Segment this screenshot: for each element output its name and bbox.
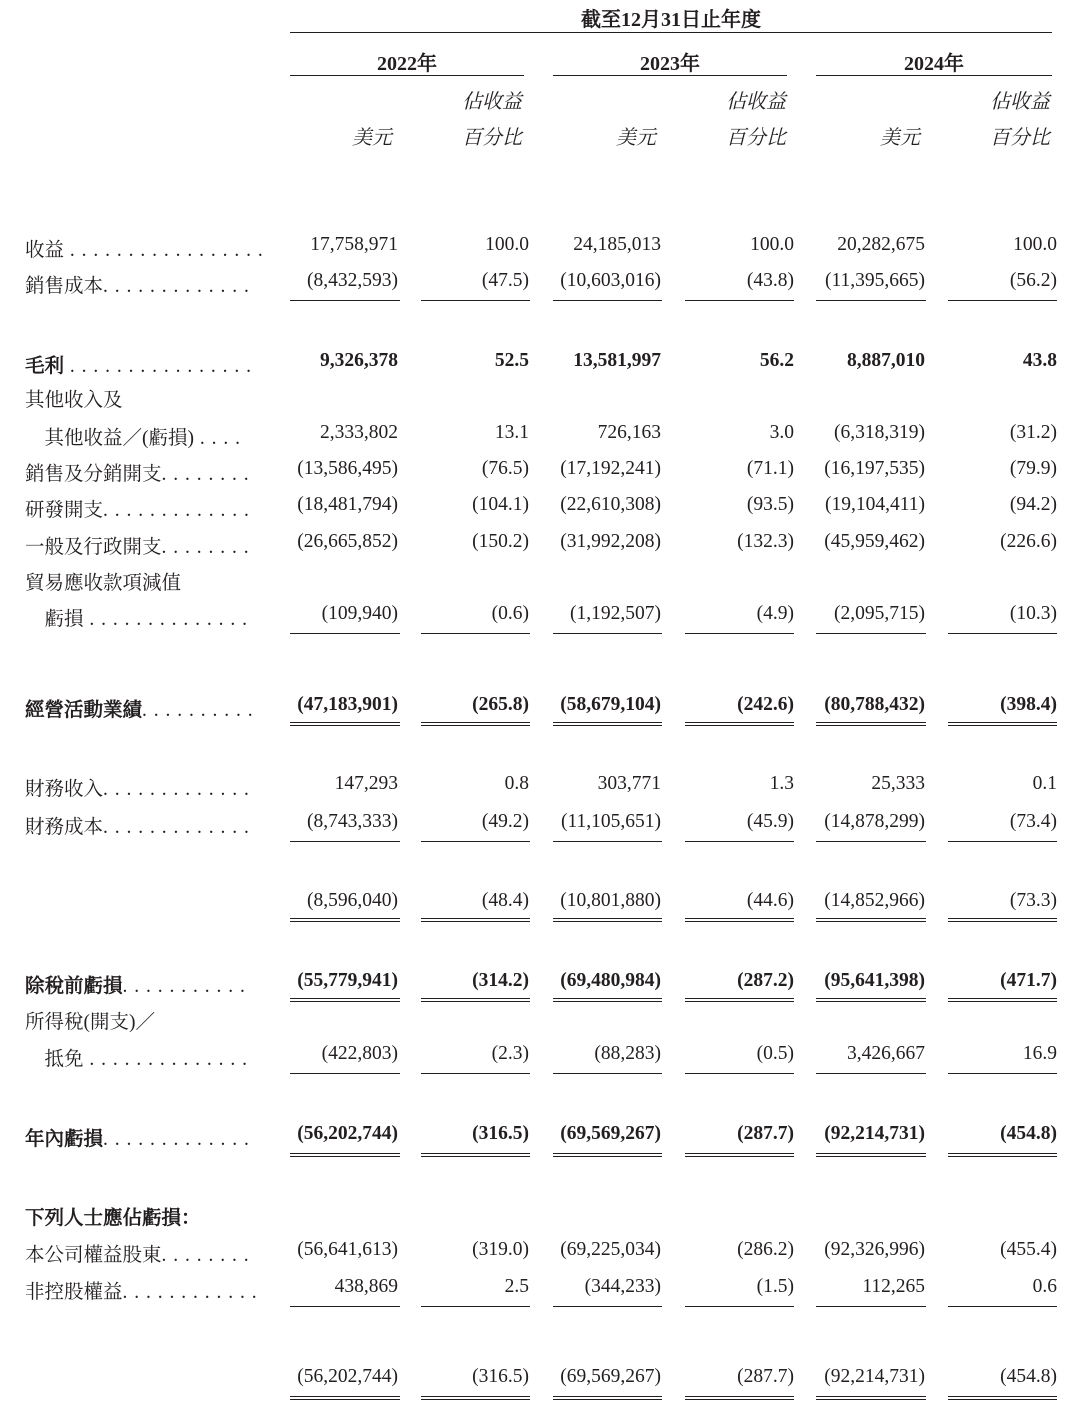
total-double-rule xyxy=(816,1399,926,1400)
total-double-rule xyxy=(948,722,1057,723)
total-double-rule xyxy=(948,1001,1057,1002)
total-double-rule xyxy=(290,725,400,726)
total-double-rule xyxy=(948,921,1057,922)
percent-value: (150.2) xyxy=(472,531,529,552)
usd-value: (17,192,241) xyxy=(560,458,661,479)
subtotal-rule xyxy=(421,841,530,842)
percent-value: (454.8) xyxy=(1000,1123,1057,1144)
percent-value: (4.9) xyxy=(756,603,794,624)
row-label xyxy=(25,811,250,839)
total-double-rule xyxy=(421,722,530,723)
col-pct-2022-line1: 佔收益 xyxy=(462,91,522,113)
usd-value: (26,665,852) xyxy=(297,531,398,552)
usd-value: (69,569,267) xyxy=(560,1366,661,1387)
row-label xyxy=(25,234,264,262)
subtotal-rule xyxy=(553,633,662,634)
percent-value: (454.8) xyxy=(1000,1366,1057,1387)
usd-value: (6,318,319) xyxy=(834,422,925,443)
total-double-rule xyxy=(553,1153,662,1154)
usd-value: (22,610,308) xyxy=(560,494,661,515)
total-double-rule xyxy=(685,1399,794,1400)
total-double-rule xyxy=(685,918,794,919)
dot-leader: . . . . . . . . . . . . . . xyxy=(83,1049,249,1070)
percent-value: (226.6) xyxy=(1000,531,1057,552)
total-double-rule xyxy=(421,725,530,726)
row-label-text: 一般及行政開支 xyxy=(25,537,162,558)
total-double-rule xyxy=(816,998,926,999)
row-label xyxy=(25,970,246,998)
usd-value: 3,426,667 xyxy=(847,1043,925,1064)
total-double-rule xyxy=(553,921,662,922)
usd-value: (11,395,665) xyxy=(824,270,925,291)
subtotal-rule xyxy=(948,1073,1057,1074)
percent-value: (93.5) xyxy=(746,494,794,515)
row-label-text: 貿易應收款項減值 xyxy=(25,573,182,594)
percent-value: (0.5) xyxy=(756,1043,794,1064)
percent-value: 3.0 xyxy=(769,422,794,443)
percent-value: (79.9) xyxy=(1009,458,1057,479)
subtotal-rule xyxy=(816,1306,926,1307)
usd-value: 112,265 xyxy=(862,1276,925,1297)
total-double-rule xyxy=(290,1156,400,1157)
percent-value: 16.9 xyxy=(1022,1043,1057,1064)
usd-value: (2,095,715) xyxy=(834,603,925,624)
total-double-rule xyxy=(421,1156,530,1157)
total-double-rule xyxy=(421,1396,530,1397)
col-usd-2022: 美元 xyxy=(352,127,392,149)
row-label-text: 毛利 xyxy=(25,356,65,377)
percent-value: (314.2) xyxy=(472,970,529,991)
total-double-rule xyxy=(553,1156,662,1157)
col-pct-2023-line2: 百分比 xyxy=(726,127,786,149)
row-label-text: 研發開支 xyxy=(25,500,104,521)
dot-leader: . . . . . . . . . . xyxy=(142,700,254,721)
total-double-rule xyxy=(553,722,662,723)
row-label xyxy=(25,567,181,595)
dot-leader: . . . . . . . . xyxy=(161,537,250,558)
percent-value: (71.1) xyxy=(746,458,794,479)
usd-value: (19,104,411) xyxy=(824,494,925,515)
percent-value: (43.8) xyxy=(746,270,794,291)
subtotal-rule xyxy=(290,1073,400,1074)
subtotal-rule xyxy=(421,1306,530,1307)
usd-value: 8,887,010 xyxy=(847,350,925,371)
total-double-rule xyxy=(948,998,1057,999)
percent-value: (286.2) xyxy=(737,1239,794,1260)
dot-leader: . . . . . . . . . . . . xyxy=(122,1282,258,1303)
row-label-text: 除稅前虧損 xyxy=(25,976,123,997)
subtotal-rule xyxy=(685,841,794,842)
total-double-rule xyxy=(685,725,794,726)
row-label xyxy=(25,694,254,722)
usd-value: (14,878,299) xyxy=(824,811,925,832)
usd-value: (31,992,208) xyxy=(560,531,661,552)
usd-value: (1,192,507) xyxy=(570,603,661,624)
row-label-text: 財務成本 xyxy=(25,817,104,838)
total-double-rule xyxy=(290,1001,400,1002)
total-double-rule xyxy=(421,998,530,999)
row-label xyxy=(25,270,250,298)
total-double-rule xyxy=(948,1399,1057,1400)
total-double-rule xyxy=(816,725,926,726)
percent-value: 13.1 xyxy=(494,422,529,443)
year-2023-heading: 2023年 xyxy=(640,53,700,75)
row-label xyxy=(25,1202,201,1230)
subtotal-rule xyxy=(421,300,530,301)
percent-value: (398.4) xyxy=(1000,694,1057,715)
total-double-rule xyxy=(816,722,926,723)
total-double-rule xyxy=(685,1156,794,1157)
subtotal-rule xyxy=(290,1306,400,1307)
subtotal-rule xyxy=(948,841,1057,842)
dot-leader: . . . . . . . . . . . xyxy=(122,976,246,997)
subtotal-rule xyxy=(816,633,926,634)
percent-value: (73.3) xyxy=(1009,890,1057,911)
row-label xyxy=(25,494,250,522)
subtotal-rule xyxy=(553,841,662,842)
usd-value: 303,771 xyxy=(597,773,661,794)
usd-value: (8,743,333) xyxy=(307,811,398,832)
percent-value: (104.1) xyxy=(472,494,529,515)
total-double-rule xyxy=(685,1396,794,1397)
total-double-rule xyxy=(816,921,926,922)
subtotal-rule xyxy=(816,841,926,842)
col-pct-2023-line1: 佔收益 xyxy=(726,91,786,113)
usd-value: (47,183,901) xyxy=(297,694,398,715)
usd-value: 20,282,675 xyxy=(837,234,925,255)
usd-value: 13,581,997 xyxy=(573,350,661,371)
usd-value: 147,293 xyxy=(334,773,398,794)
subtotal-rule xyxy=(553,300,662,301)
subtotal-rule xyxy=(948,300,1057,301)
row-label-text: 抵免 xyxy=(25,1049,84,1070)
total-double-rule xyxy=(816,1153,926,1154)
percent-value: 52.5 xyxy=(494,350,529,371)
total-double-rule xyxy=(685,921,794,922)
percent-value: 56.2 xyxy=(759,350,794,371)
dot-leader: . . . . . . . . . . . . . xyxy=(103,817,250,838)
percent-value: (316.5) xyxy=(472,1123,529,1144)
year-2022-heading: 2022年 xyxy=(377,53,437,75)
percent-value: (45.9) xyxy=(746,811,794,832)
usd-value: (422,803) xyxy=(321,1043,398,1064)
row-label-text: 其他收益／(虧損) xyxy=(25,428,194,449)
subtotal-rule xyxy=(685,300,794,301)
usd-value: (11,105,651) xyxy=(560,811,661,832)
usd-value: (80,788,432) xyxy=(824,694,925,715)
row-label-text: 虧損 xyxy=(25,609,84,630)
subtotal-rule xyxy=(421,1073,530,1074)
percent-value: 1.3 xyxy=(769,773,794,794)
total-double-rule xyxy=(553,1399,662,1400)
percent-value: (0.6) xyxy=(491,603,529,624)
subtotal-rule xyxy=(421,633,530,634)
total-double-rule xyxy=(290,722,400,723)
usd-value: (16,197,535) xyxy=(824,458,925,479)
col-pct-2024-line1: 佔收益 xyxy=(990,91,1050,113)
usd-value: (92,214,731) xyxy=(824,1123,925,1144)
percent-value: (265.8) xyxy=(472,694,529,715)
row-label xyxy=(25,1123,250,1151)
total-double-rule xyxy=(290,1399,400,1400)
total-double-rule xyxy=(553,1396,662,1397)
percent-value: 0.6 xyxy=(1032,1276,1057,1297)
row-label-text: 經營活動業績 xyxy=(25,700,143,721)
percent-value: (471.7) xyxy=(1000,970,1057,991)
percent-value: (132.3) xyxy=(737,531,794,552)
usd-value: (92,214,731) xyxy=(824,1366,925,1387)
total-double-rule xyxy=(816,1396,926,1397)
row-label xyxy=(25,350,252,378)
total-double-rule xyxy=(685,1153,794,1154)
usd-value: (8,596,040) xyxy=(307,890,398,911)
col-usd-2024: 美元 xyxy=(880,127,920,149)
total-double-rule xyxy=(948,1396,1057,1397)
percent-value: 2.5 xyxy=(504,1276,529,1297)
subtotal-rule xyxy=(290,841,400,842)
usd-value: (18,481,794) xyxy=(297,494,398,515)
total-double-rule xyxy=(816,1156,926,1157)
percent-value: 100.0 xyxy=(750,234,794,255)
usd-value: (8,432,593) xyxy=(307,270,398,291)
percent-value: 100.0 xyxy=(1013,234,1057,255)
row-label-text: 本公司權益股東 xyxy=(25,1245,162,1266)
subtotal-rule xyxy=(685,1306,794,1307)
dot-leader: . . . . xyxy=(194,428,241,449)
usd-value: (56,202,744) xyxy=(297,1366,398,1387)
dot-leader: . . . . . . . . xyxy=(161,464,250,485)
total-double-rule xyxy=(948,1153,1057,1154)
subtotal-rule xyxy=(553,1306,662,1307)
percent-value: (2.3) xyxy=(491,1043,529,1064)
year-2022-rule xyxy=(290,75,524,76)
dot-leader: . . . . . . . . . . . . . xyxy=(103,779,250,800)
row-label xyxy=(25,1276,258,1304)
percent-value: (94.2) xyxy=(1009,494,1057,515)
subtotal-rule xyxy=(685,1073,794,1074)
subtotal-rule xyxy=(290,633,400,634)
header-rule xyxy=(290,32,1052,33)
row-label xyxy=(25,1006,155,1034)
total-double-rule xyxy=(421,1001,530,1002)
period-title: 截至12月31日止年度 xyxy=(581,9,761,31)
dot-leader: . . . . . . . . . . . . . xyxy=(103,500,250,521)
usd-value: (13,586,495) xyxy=(297,458,398,479)
total-double-rule xyxy=(685,722,794,723)
usd-value: (58,679,104) xyxy=(560,694,661,715)
row-label xyxy=(25,458,250,486)
total-double-rule xyxy=(290,1396,400,1397)
usd-value: (56,202,744) xyxy=(297,1123,398,1144)
row-label-text: 財務收入 xyxy=(25,779,104,800)
year-2024-rule xyxy=(816,75,1052,76)
row-label-text: 收益 xyxy=(25,240,65,261)
total-double-rule xyxy=(553,725,662,726)
usd-value: 17,758,971 xyxy=(310,234,398,255)
total-double-rule xyxy=(290,921,400,922)
year-2024-heading: 2024年 xyxy=(904,53,964,75)
usd-value: 9,326,378 xyxy=(320,350,398,371)
subtotal-rule xyxy=(290,300,400,301)
row-label xyxy=(25,1043,248,1071)
year-2023-rule xyxy=(553,75,787,76)
usd-value: 2,333,802 xyxy=(320,422,398,443)
subtotal-rule xyxy=(948,1306,1057,1307)
usd-value: (10,801,880) xyxy=(560,890,661,911)
total-double-rule xyxy=(421,918,530,919)
usd-value: (69,569,267) xyxy=(560,1123,661,1144)
row-label-text: 銷售成本 xyxy=(25,276,104,297)
dot-leader: . . . . . . . . . . . . . . xyxy=(83,609,249,630)
row-label-text: 年內虧損 xyxy=(25,1129,104,1150)
row-label xyxy=(25,603,248,631)
dot-leader: . . . . . . . . . . . . . . . . xyxy=(64,356,253,377)
col-pct-2024-line2: 百分比 xyxy=(990,127,1050,149)
row-label-text: 銷售及分銷開支 xyxy=(25,464,162,485)
percent-value: (242.6) xyxy=(737,694,794,715)
usd-value: 726,163 xyxy=(597,422,661,443)
total-double-rule xyxy=(553,998,662,999)
row-label-text: 下列人士應佔虧損： xyxy=(25,1208,201,1229)
row-label xyxy=(25,422,241,450)
row-label xyxy=(25,384,123,412)
dot-leader: . . . . . . . . . . . . . . . . . xyxy=(64,240,264,261)
usd-value: (92,326,996) xyxy=(824,1239,925,1260)
usd-value: (69,225,034) xyxy=(560,1239,661,1260)
row-label xyxy=(25,531,250,559)
usd-value: (14,852,966) xyxy=(824,890,925,911)
usd-value: (88,283) xyxy=(594,1043,661,1064)
usd-value: (45,959,462) xyxy=(824,531,925,552)
total-double-rule xyxy=(816,918,926,919)
col-pct-2022-line2: 百分比 xyxy=(462,127,522,149)
percent-value: (455.4) xyxy=(1000,1239,1057,1260)
total-double-rule xyxy=(948,1156,1057,1157)
subtotal-rule xyxy=(816,300,926,301)
percent-value: (10.3) xyxy=(1009,603,1057,624)
total-double-rule xyxy=(685,998,794,999)
dot-leader: . . . . . . . . . . . . . xyxy=(103,1129,250,1150)
col-usd-2023: 美元 xyxy=(616,127,656,149)
usd-value: (109,940) xyxy=(321,603,398,624)
percent-value: (47.5) xyxy=(481,270,529,291)
total-double-rule xyxy=(290,918,400,919)
usd-value: (10,603,016) xyxy=(560,270,661,291)
percent-value: (76.5) xyxy=(481,458,529,479)
total-double-rule xyxy=(948,725,1057,726)
total-double-rule xyxy=(421,1153,530,1154)
row-label xyxy=(25,1239,250,1267)
usd-value: (56,641,613) xyxy=(297,1239,398,1260)
row-label-text: 其他收入及 xyxy=(25,390,123,411)
percent-value: (287.7) xyxy=(737,1366,794,1387)
row-label-text: 非控股權益 xyxy=(25,1282,123,1303)
percent-value: (31.2) xyxy=(1009,422,1057,443)
percent-value: (1.5) xyxy=(756,1276,794,1297)
usd-value: 25,333 xyxy=(871,773,925,794)
total-double-rule xyxy=(421,921,530,922)
percent-value: 43.8 xyxy=(1022,350,1057,371)
subtotal-rule xyxy=(816,1073,926,1074)
percent-value: (316.5) xyxy=(472,1366,529,1387)
subtotal-rule xyxy=(553,1073,662,1074)
percent-value: (48.4) xyxy=(481,890,529,911)
total-double-rule xyxy=(290,1153,400,1154)
usd-value: (95,641,398) xyxy=(824,970,925,991)
usd-value: (69,480,984) xyxy=(560,970,661,991)
total-double-rule xyxy=(553,1001,662,1002)
row-label-text: 所得稅(開支)／ xyxy=(25,1012,155,1033)
usd-value: 24,185,013 xyxy=(573,234,661,255)
percent-value: (44.6) xyxy=(746,890,794,911)
subtotal-rule xyxy=(685,633,794,634)
percent-value: (287.7) xyxy=(737,1123,794,1144)
usd-value: (55,779,941) xyxy=(297,970,398,991)
percent-value: 0.1 xyxy=(1032,773,1057,794)
usd-value: (344,233) xyxy=(584,1276,661,1297)
row-label xyxy=(25,773,250,801)
usd-value: 438,869 xyxy=(334,1276,398,1297)
total-double-rule xyxy=(290,998,400,999)
dot-leader: . . . . . . . . . . . . . xyxy=(103,276,250,297)
subtotal-rule xyxy=(948,633,1057,634)
percent-value: (56.2) xyxy=(1009,270,1057,291)
percent-value: (287.2) xyxy=(737,970,794,991)
dot-leader: . . . . . . . . xyxy=(161,1245,250,1266)
total-double-rule xyxy=(421,1399,530,1400)
total-double-rule xyxy=(816,1001,926,1002)
total-double-rule xyxy=(948,918,1057,919)
percent-value: (49.2) xyxy=(481,811,529,832)
percent-value: (319.0) xyxy=(472,1239,529,1260)
total-double-rule xyxy=(685,1001,794,1002)
percent-value: 0.8 xyxy=(504,773,529,794)
percent-value: 100.0 xyxy=(485,234,529,255)
total-double-rule xyxy=(553,918,662,919)
percent-value: (73.4) xyxy=(1009,811,1057,832)
